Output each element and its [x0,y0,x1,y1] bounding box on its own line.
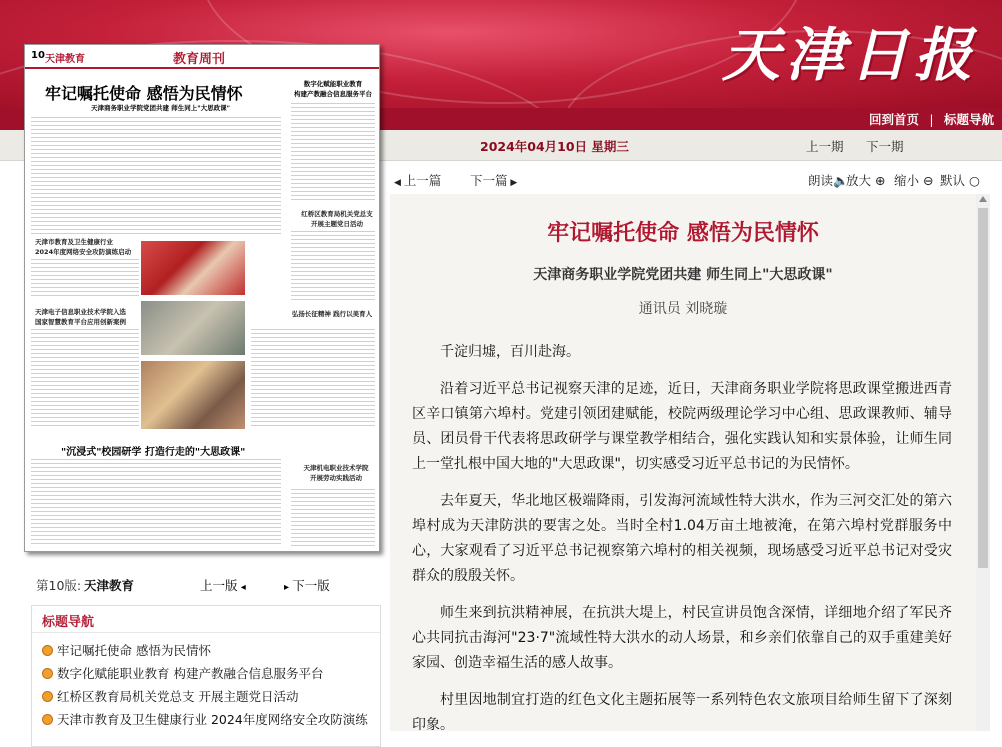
title-nav-list [32,633,380,731]
side-article-title[interactable]: 数字化赋能职业教育 构建产教融合信息服务平台 [294,80,372,98]
article-text-block[interactable] [31,259,139,297]
side-article-title[interactable]: 弘扬长征精神 践行以美育人 [291,310,373,318]
issue-date: 2024年04月10日 星期三 [480,139,629,154]
chevron-left-icon: ◂ [237,582,246,593]
page-headline[interactable]: 牢记嘱托使命 感悟为民情怀 [45,84,243,103]
bullet-icon [42,714,53,725]
page-section-name: 天津教育 [84,578,135,593]
scroll-up-icon[interactable] [979,196,987,202]
article-toolbar [390,160,990,195]
side-article-title[interactable]: 天津市教育及卫生健康行业 2024年度网络安全攻防演练启动 [35,238,132,256]
page-section: 天津教育 [45,54,85,65]
title-nav-heading: 标题导航 [42,615,95,630]
scrollbar-thumb[interactable] [978,208,988,568]
article-paragraph: 师生来到抗洪精神展，在抗洪大堤上，村民宣讲员饱含深情，详细地介绍了军民齐心共同抗击海河"23·7"流域性特大洪水的动人场景，和乡亲们依靠自己的双手重建美好家园、创造幸福生活的感人故事。 [412,605,952,671]
default-size-button[interactable]: 默认 ○ [940,173,980,188]
article-content [390,194,976,731]
title-nav-item[interactable]: 数字化赋能职业教育 构建产教融合信息服务平台 [42,662,380,685]
side-text-block[interactable] [291,103,375,203]
page-label: 第10版: [36,578,82,593]
prev-issue-link[interactable]: 上一期 [806,139,844,154]
article-panel [390,160,1002,731]
article-body [412,340,952,731]
page-subhead: 天津商务职业学院党团共建 师生同上"大思政课" [91,104,231,112]
newspaper-page-thumbnail[interactable] [24,44,380,552]
next-page-link[interactable]: ▸ 下一版 [284,578,330,593]
news-photo[interactable] [141,301,245,355]
page-number: 10 [31,50,45,61]
news-photo[interactable] [141,361,245,429]
circle-icon: ○ [965,173,980,188]
article-scrollbar[interactable] [976,194,990,731]
article-text-block[interactable] [251,329,375,429]
speaker-icon: 🔈 [833,173,849,188]
title-nav-link[interactable]: 标题导航 [943,112,994,127]
prev-article-link[interactable]: ◀ 上一篇 [394,173,442,188]
page-navigation [36,576,376,594]
title-nav-item[interactable]: 牢记嘱托使命 感悟为民情怀 [42,639,380,662]
newspaper-logo[interactable]: 天津日报 [722,21,979,89]
article-subtitle: 天津商务职业学院党团共建 师生同上"大思政课" [533,267,833,283]
zoom-in-button[interactable]: 放大 ⊕ [846,173,886,188]
bullet-icon [42,691,53,702]
nav-separator: | [929,112,934,127]
read-aloud-button[interactable]: 朗读🔈 [808,173,849,188]
article-paragraph: 村里因地制宜打造的红色文化主题拓展等一系列特色农文旅项目给师生留下了深刻印象。 [412,692,952,731]
triangle-left-icon: ◀ [394,178,404,188]
article-paragraph: 沿着习近平总书记视察天津的足迹，近日，天津商务职业学院将思政课堂搬进西青区辛口镇第六埠村。党建引领团建赋能，校院两级理论学习中心组、思政课教师、辅导员、团员骨干代表将思政研学与课堂教学相结合，强化实践认知和实景体验，让师生同上一堂扎根中国大地的"大思政课"，切实感受习近平总书记的为民情怀。 [412,381,952,472]
title-navigation-panel [31,605,381,747]
title-nav-item[interactable]: 天津市教育及卫生健康行业 2024年度网络安全攻防演练 [42,708,380,731]
bullet-icon [42,645,53,656]
article-paragraph: 去年夏天，华北地区极端降雨，引发海河流域性特大洪水，作为三河交汇处的第六埠村成为天津防洪的要害之处。当时全村1.04万亩土地被淹，在第六埠村党群服务中心，大家观看了习近平总书记视察第六埠村的相关视频，现场感受习近平总书记对受灾群众的殷殷关怀。 [412,493,952,584]
plus-circle-icon: ⊕ [871,173,886,188]
zoom-out-button[interactable]: 缩小 ⊖ [894,173,934,188]
chevron-right-icon: ▸ [284,582,293,593]
title-nav-item[interactable]: 红桥区教育局机关党总支 开展主题党日活动 [42,685,380,708]
article-paragraph: 千淀归墟，百川赴海。 [440,344,580,360]
next-issue-link[interactable]: 下一期 [866,139,904,154]
article-title: 牢记嘱托使命 感悟为民情怀 [547,220,819,246]
feature-headline[interactable]: "沉浸式"校园研学 打造行走的"大思政课" [61,447,246,458]
side-article-title[interactable]: 红桥区教育局机关党总支 开展主题党日活动 [301,210,373,228]
bullet-icon [42,668,53,679]
home-link[interactable]: 回到首页 [869,112,920,127]
side-text-block[interactable] [291,489,375,547]
next-article-link[interactable]: 下一篇 ▶ [470,173,518,188]
side-article-title[interactable]: 天津机电职业技术学院 开展劳动实践活动 [303,464,369,482]
prev-page-link[interactable]: 上一版 ◂ [200,578,246,593]
page-weekly-title: 教育周刊 [173,52,226,67]
article-text-block[interactable] [31,459,281,547]
article-text-block[interactable] [31,329,139,429]
article-author: 通讯员 刘晓璇 [638,301,728,317]
side-article-title[interactable]: 天津电子信息职业技术学院入选 国家智慧教育平台应用创新案例 [35,308,126,326]
triangle-right-icon: ▶ [507,178,518,188]
article-text-block[interactable] [31,117,281,235]
side-text-block[interactable] [291,231,375,301]
minus-circle-icon: ⊖ [919,173,934,188]
news-photo[interactable] [141,241,245,295]
page-header [25,45,379,69]
